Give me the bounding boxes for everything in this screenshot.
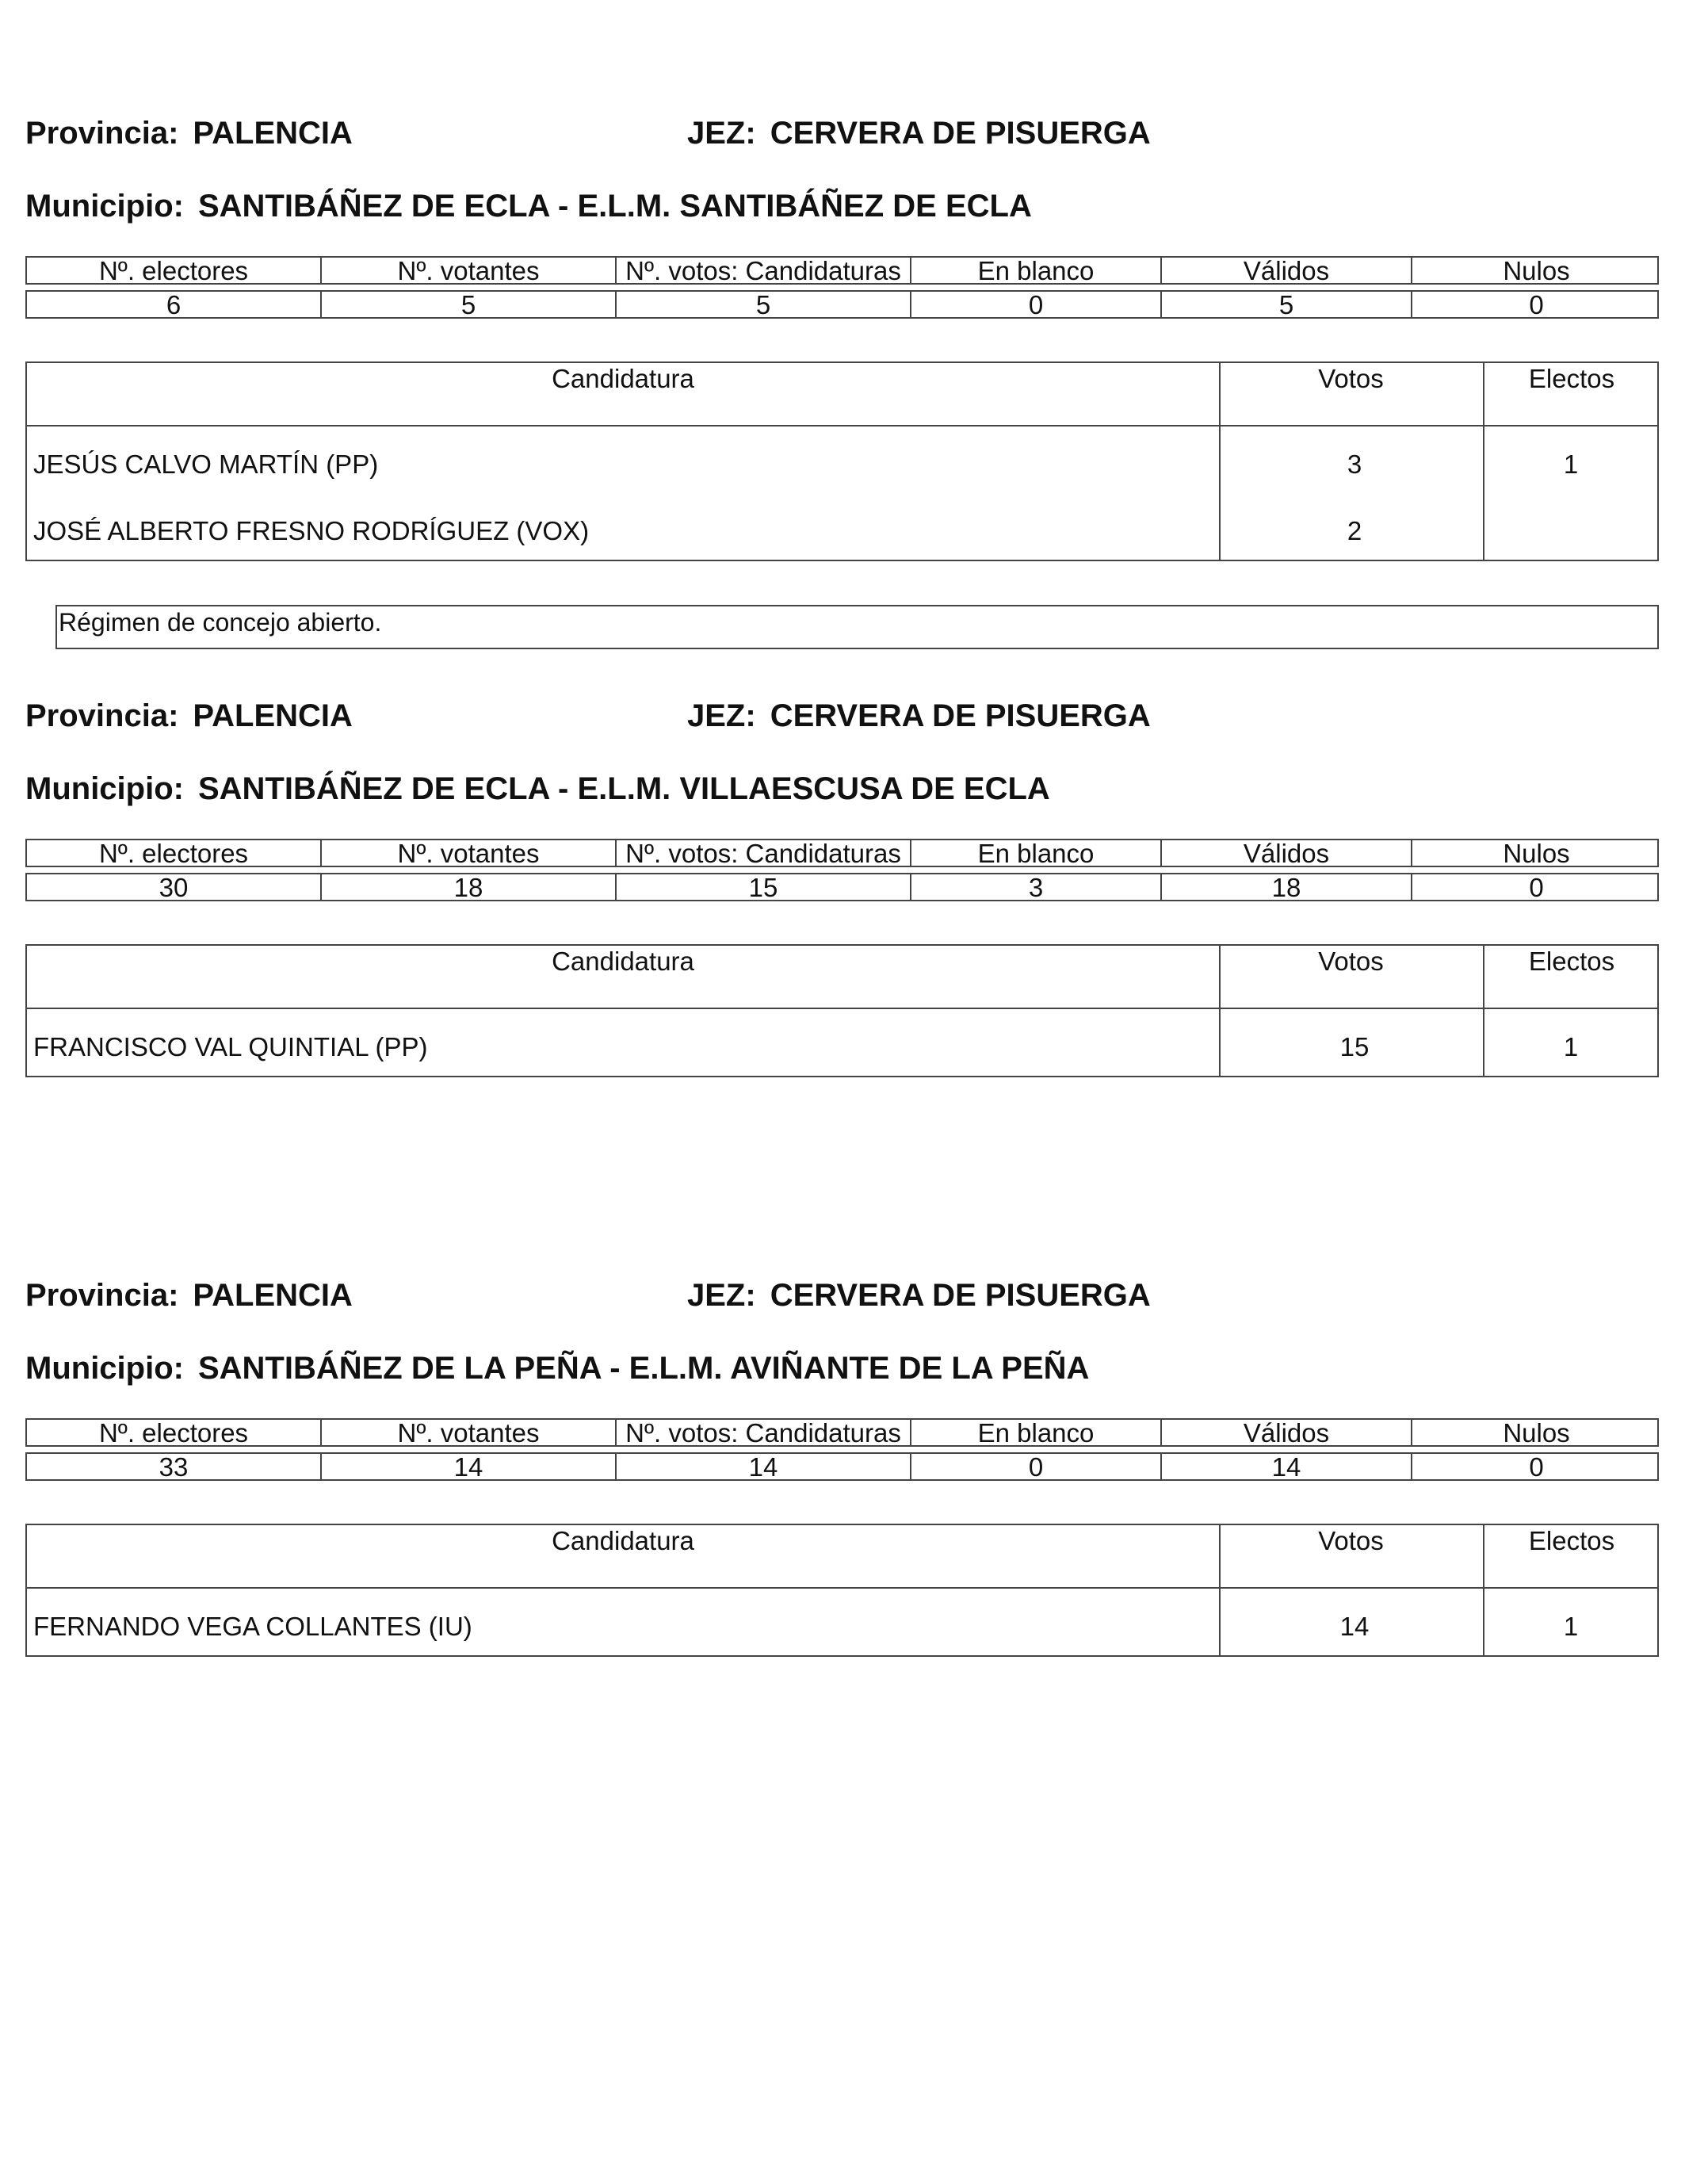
stats-header-votos-candidaturas: Nº. votos: Candidaturas [617,1420,911,1445]
stats-value-nulos: 0 [1529,1452,1544,1482]
municipio-label: Municipio: [25,771,184,806]
candidate-votos: 2 [1347,516,1362,545]
provincia-value: PALENCIA [193,116,353,151]
municipio-label: Municipio: [25,1351,184,1386]
stats-header-votos-candidaturas: Nº. votos: Candidaturas [617,258,911,283]
electos-header: Electos [1528,364,1615,393]
provincia-value: PALENCIA [193,1278,353,1313]
stats-header-en-blanco: En blanco [911,1420,1162,1445]
stats-value-row [25,290,1659,319]
stats-value-en-blanco: 0 [911,292,1162,317]
stats-header-row [25,1418,1659,1447]
votos-header: Votos [1318,1526,1384,1555]
stats-header-row [25,256,1659,285]
candidates-table [25,944,1659,1077]
candidate-electos: 1 [1563,1032,1579,1061]
stats-header-validos: Válidos [1162,840,1412,866]
stats-value-electores: 30 [27,874,322,900]
stats-header-validos: Válidos [1162,258,1412,283]
stats-header-en-blanco: En blanco [911,840,1162,866]
stats-value-validos: 5 [1162,292,1412,317]
stats-value-row [25,1452,1659,1481]
stats-header-votantes: Nº. votantes [322,1420,617,1445]
jez-label: JEZ: [687,698,756,733]
provincia-value: PALENCIA [193,698,353,733]
jez-label: JEZ: [687,116,756,151]
provincia-label: Provincia: [25,698,179,733]
stats-table [25,1418,1659,1483]
stats-header-electores: Nº. electores [27,840,322,866]
stats-header-votantes: Nº. votantes [322,840,617,866]
province-header [25,109,1659,157]
stats-value-electores: 6 [27,292,322,317]
stats-value-electores: 33 [27,1454,322,1479]
stats-value-votantes: 5 [322,292,617,317]
candidate-name: JESÚS CALVO MARTÍN (PP) [33,449,379,479]
stats-header-en-blanco: En blanco [911,258,1162,283]
candidatura-header: Candidatura [552,947,694,976]
stats-table [25,256,1659,321]
stats-value-votos-candidaturas: 14 [617,1454,911,1479]
candidate-electos: 1 [1563,449,1579,479]
municipio-label: Municipio: [25,189,184,224]
candidates-table [25,361,1659,561]
stats-value-nulos: 0 [1529,290,1544,319]
stats-header-validos: Válidos [1162,1420,1412,1445]
province-header [25,692,1659,740]
stats-header-nulos: Nulos [1503,256,1570,285]
candidate-name: FERNANDO VEGA COLLANTES (IU) [33,1612,472,1641]
electos-header: Electos [1528,1526,1615,1555]
municipio-header [25,765,1659,813]
results-section-villaescusa-de-ecla [25,692,1659,1088]
candidate-electos: 1 [1563,1612,1579,1641]
stats-value-en-blanco: 0 [911,1454,1162,1479]
candidate-votos: 3 [1347,449,1362,479]
votos-header: Votos [1318,947,1384,976]
jez-value: CERVERA DE PISUERGA [770,698,1151,733]
stats-value-votos-candidaturas: 15 [617,874,911,900]
stats-header-row [25,839,1659,867]
electos-header: Electos [1528,947,1615,976]
candidate-name: FRANCISCO VAL QUINTIAL (PP) [33,1032,428,1061]
stats-value-votantes: 18 [322,874,617,900]
municipio-value: SANTIBÁÑEZ DE ECLA - E.L.M. VILLAESCUSA DE ECLA [197,771,1050,806]
regimen-note: Régimen de concejo abierto. [55,605,1659,649]
province-header [25,1272,1659,1319]
results-section-santibanez-de-ecla [25,109,1659,648]
candidate-votos: 15 [1339,1032,1370,1061]
jez-label: JEZ: [687,1278,756,1313]
stats-value-nulos: 0 [1529,873,1544,902]
municipio-value: SANTIBÁÑEZ DE LA PEÑA - E.L.M. AVIÑANTE DE LA PEÑA [197,1351,1090,1386]
stats-value-validos: 14 [1162,1454,1412,1479]
jez-value: CERVERA DE PISUERGA [770,1278,1151,1313]
results-section-avinante-de-la-pena [25,1272,1659,1668]
jez-value: CERVERA DE PISUERGA [770,116,1151,151]
stats-value-row [25,873,1659,901]
stats-header-nulos: Nulos [1503,839,1570,868]
stats-header-votantes: Nº. votantes [322,258,617,283]
stats-value-en-blanco: 3 [911,874,1162,900]
stats-header-nulos: Nulos [1503,1418,1570,1448]
candidate-name: JOSÉ ALBERTO FRESNO RODRÍGUEZ (VOX) [33,516,590,545]
stats-table [25,839,1659,904]
candidatura-header: Candidatura [552,1526,694,1555]
candidatura-header: Candidatura [552,364,694,393]
stats-value-votos-candidaturas: 5 [617,292,911,317]
stats-value-validos: 18 [1162,874,1412,900]
provincia-label: Provincia: [25,1278,179,1313]
candidates-table [25,1524,1659,1657]
municipio-header [25,1344,1659,1392]
votos-header: Votos [1318,364,1384,393]
stats-header-votos-candidaturas: Nº. votos: Candidaturas [617,840,911,866]
municipio-value: SANTIBÁÑEZ DE ECLA - E.L.M. SANTIBÁÑEZ DE ECLA [197,189,1032,224]
stats-header-electores: Nº. electores [27,1420,322,1445]
candidate-votos: 14 [1339,1612,1370,1641]
stats-value-votantes: 14 [322,1454,617,1479]
stats-header-electores: Nº. electores [27,258,322,283]
municipio-header [25,182,1659,230]
provincia-label: Provincia: [25,116,179,151]
